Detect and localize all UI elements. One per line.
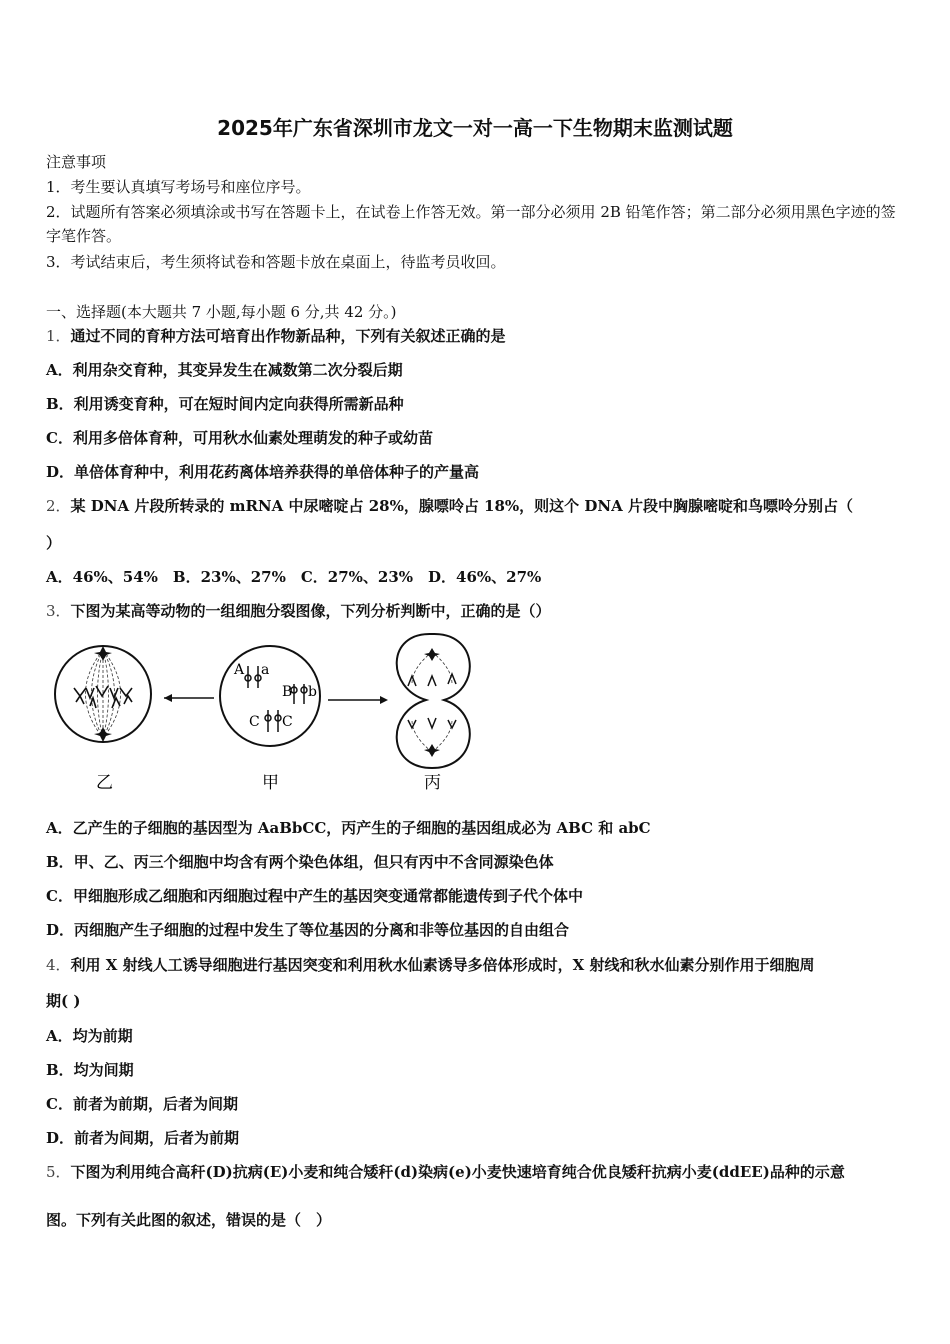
q3-option-d: D．丙细胞产生子细胞的过程中发生了等位基因的分离和非等位基因的自由组合 [46, 921, 570, 939]
question-text: 下图为利用纯合高秆(D)抗病(E)小麦和纯合矮秆(d)染病(e)小麦快速培育纯合优良矮秆抗病小麦(ddEE)品种的示意 [70, 1163, 845, 1181]
figure-label-bing: 丙 [424, 773, 441, 793]
q1-option-a: A．利用杂交育种，其变异发生在减数第二次分裂后期 [46, 361, 403, 379]
figure-label-jia: 甲 [262, 773, 279, 793]
cell-division-figure [46, 628, 506, 798]
question-number: 3． [46, 602, 71, 620]
cell-bing [397, 634, 470, 768]
notice-item-3: 3．考试结束后，考生须将试卷和答题卡放在桌面上，待监考员收回。 [46, 253, 506, 271]
question-number: 1． [46, 327, 71, 345]
q4-option-d: D．前者为间期，后者为前期 [46, 1129, 240, 1147]
arrow-to-bing [328, 696, 388, 704]
q1-option-c: C．利用多倍体育种，可用秋水仙素处理萌发的种子或幼苗 [46, 429, 433, 447]
notice-item-2: 2．试题所有答案必须填涂或书写在答题卡上，在试卷上作答无效。第一部分必须用 2B 铅笔作答；第二部分必须用黑色字迹的签字笔作答。 [46, 203, 896, 245]
q1-option-b: B．利用诱变育种，可在短时间内定向获得所需新品种 [46, 395, 404, 413]
question-text: 通过不同的育种方法可培育出作物新品种，下列有关叙述正确的是 [70, 327, 506, 345]
notice-heading: 注意事项 [46, 153, 107, 171]
q3-option-b: B．甲、乙、丙三个细胞中均含有两个染色体组，但只有丙中不含同源染色体 [46, 853, 554, 871]
question-2-stem-cont: ） [46, 534, 62, 552]
notice-item-1: 1．考生要认真填写考场号和座位序号。 [46, 178, 311, 196]
question-2-stem [46, 494, 908, 518]
q2-options: A．46%、54% B．23%、27% C．27%、23% D．46%、27% [46, 568, 542, 586]
section-heading: 一、选择题(本大题共 7 小题,每小题 6 分,共 42 分。) [46, 303, 397, 321]
arrow-to-yi [164, 694, 214, 702]
question-5-stem-cont: 图。下列有关此图的叙述，错误的是（ ） [46, 1211, 332, 1229]
q4-option-a: A．均为前期 [46, 1027, 133, 1045]
q1-option-d: D．单倍体育种中，利用花药离体培养获得的单倍体种子的产量高 [46, 463, 480, 481]
question-number: 2． [46, 497, 71, 515]
gene-label-b: b [308, 684, 317, 700]
q4-option-b: B．均为间期 [46, 1061, 134, 1079]
question-3-stem [46, 599, 908, 623]
q3-option-a: A．乙产生的子细胞的基因型为 AaBbCC，丙产生的子细胞的基因组成必为 ABC 和 abC [46, 819, 651, 837]
cell-jia [220, 646, 320, 746]
question-number: 5． [46, 1163, 71, 1181]
cell-yi [55, 646, 151, 742]
question-5-stem [46, 1160, 908, 1184]
exam-title: 2025年广东省深圳市龙文一对一高一下生物期末监测试题 [217, 116, 733, 140]
question-text: 利用 X 射线人工诱导细胞进行基因突变和利用秋水仙素诱导多倍体形成时，X 射线和秋水仙素分别作用于细胞周 [70, 956, 815, 974]
question-1-stem [46, 324, 908, 348]
question-4-stem [46, 953, 908, 977]
q4-option-c: C．前者为前期，后者为间期 [46, 1095, 238, 1113]
gene-label-C-left: C [249, 714, 260, 730]
question-text: 某 DNA 片段所转录的 mRNA 中尿嘧啶占 28%，腺嘌呤占 18%，则这个 DNA 片段中胸腺嘧啶和鸟嘌呤分别占（ [70, 497, 853, 515]
gene-label-a: a [261, 662, 270, 678]
figure-label-yi: 乙 [96, 773, 113, 793]
gene-label-B: B [282, 684, 293, 700]
question-number: 4． [46, 956, 71, 974]
gene-label-A: A [234, 662, 245, 678]
question-4-stem-cont: 期( ) [46, 992, 81, 1010]
question-text: 下图为某高等动物的一组细胞分裂图像，下列分析判断中，正确的是（） [70, 602, 551, 620]
gene-label-C-right: C [282, 714, 293, 730]
q3-option-c: C．甲细胞形成乙细胞和丙细胞过程中产生的基因突变通常都能遗传到子代个体中 [46, 887, 583, 905]
